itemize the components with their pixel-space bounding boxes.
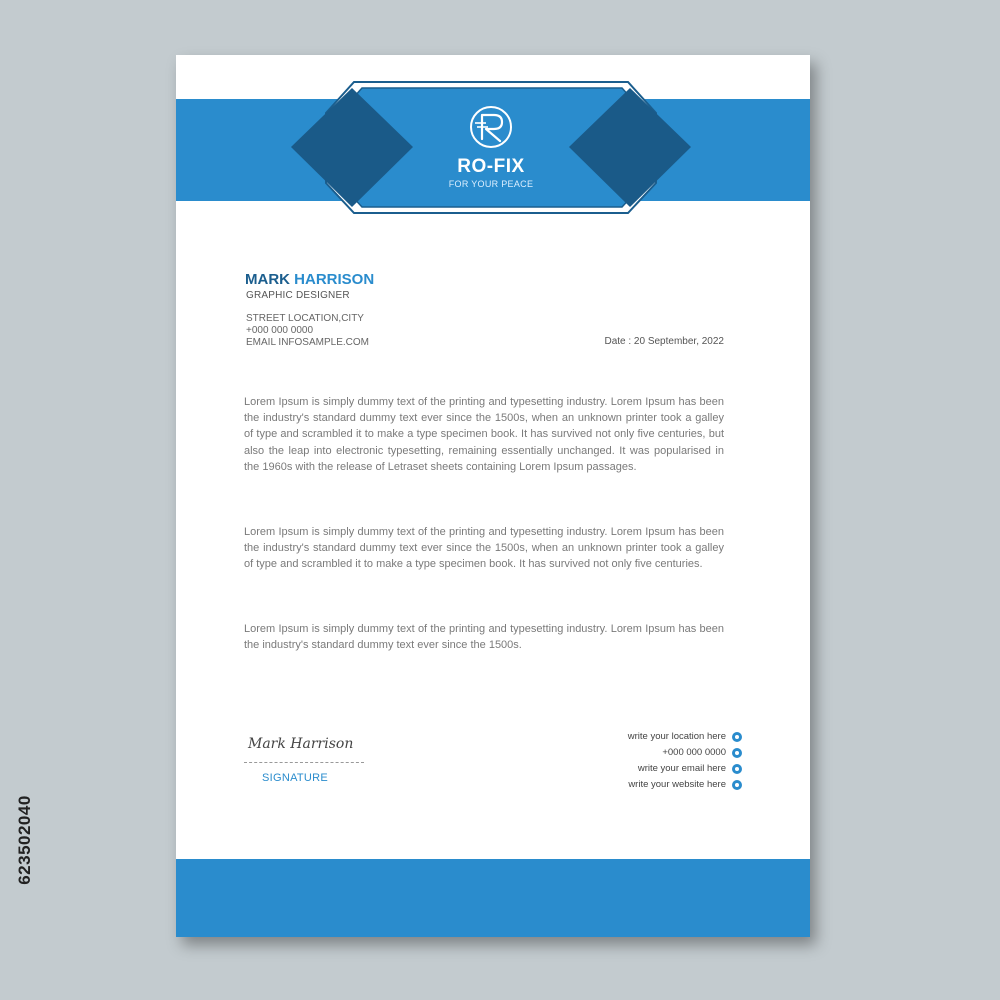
- contact-email: [638, 763, 742, 774]
- sender-name: [245, 271, 374, 288]
- phone-icon: [732, 748, 742, 758]
- signature-script: Mark Harrison: [248, 736, 354, 752]
- stock-id-text: 623502040: [15, 795, 34, 885]
- sender-title: GRAPHIC DESIGNER: [246, 290, 350, 301]
- contact-phone-text: +000 000 0000: [662, 747, 726, 758]
- contact-phone: [662, 747, 742, 758]
- sender-last-name: HARRISON: [294, 271, 375, 288]
- sender-first-name: MARK: [245, 271, 290, 288]
- body-paragraph: Lorem Ipsum is simply dummy text of the printing and typesetting industry. Lorem Ipsum has been the industry's standard dummy text ever since the 1500s.: [244, 623, 724, 652]
- signature-label: SIGNATURE: [262, 772, 329, 784]
- header-decoration: [176, 55, 810, 225]
- letter-date: Date : 20 September, 2022: [604, 336, 724, 347]
- contact-website: [628, 779, 742, 790]
- brand-tagline: FOR YOUR PEACE: [448, 179, 534, 189]
- letterhead-sheet: [176, 55, 810, 937]
- body-paragraph: Lorem Ipsum is simply dummy text of the printing and typesetting industry. Lorem Ipsum has been the industry's standard dummy text ever since the 1500s, when an unknown printer took a galley of type and scrambled it to make a type specimen book. It has survived not only five centuries.: [244, 526, 724, 571]
- body-paragraph: Lorem Ipsum is simply dummy text of the printing and typesetting industry. Lorem Ipsum has been the industry's standard dummy text ever since the 1500s, when an unknown printer took a galley of type and scrambled it to make a type specimen book. It has survived not only five centuries, but also the leap into electronic typesetting, remaining essentially unchanged. It was popularised in the 1960s with the release of Letraset sheets containing Lorem Ipsum passages.: [244, 396, 724, 473]
- location-icon: [732, 732, 742, 742]
- sender-email-line: EMAIL INFOSAMPLE.COM: [246, 337, 369, 348]
- globe-icon: [732, 780, 742, 790]
- sender-phone-line: +000 000 0000: [246, 325, 314, 336]
- sender-address-line: STREET LOCATION,CITY: [246, 313, 364, 324]
- footer-band: [176, 859, 810, 937]
- contact-website-text: write your website here: [628, 779, 726, 790]
- brand-name: RO-FIX: [457, 156, 525, 177]
- email-icon: [732, 764, 742, 774]
- contact-location: [628, 731, 742, 742]
- signature-line: [244, 762, 364, 763]
- stock-id: [10, 755, 40, 925]
- contact-email-text: write your email here: [637, 763, 726, 774]
- contact-location-text: write your location here: [627, 731, 726, 742]
